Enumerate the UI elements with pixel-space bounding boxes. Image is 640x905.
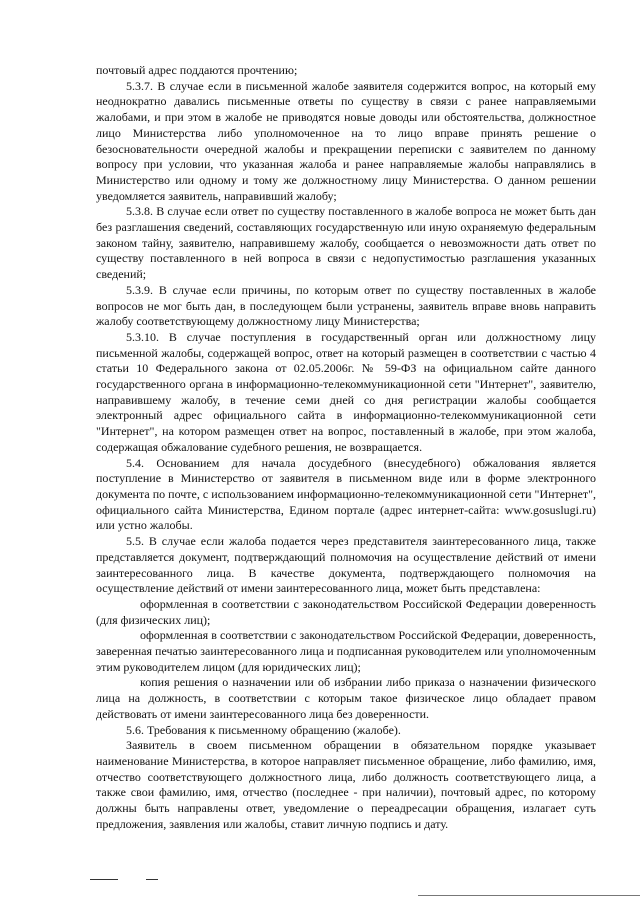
list-item-individuals: оформленная в соответствии с законодательством Российской Федерации доверенность (для физических лиц);	[96, 596, 596, 627]
paragraph-5-5: 5.5. В случае если жалоба подается через представителя заинтересованного лица, также представляется документ, подтверждающий полномочия на осуществление действий от имени заинтересованного лица. В качестве документа, подтверждающего полномочия на осуществление действий от имени заинтересованного лица, может быть представлена:	[96, 534, 596, 596]
paragraph-5-3-10: 5.3.10. В случае поступления в государственный орган или должностному лицу письменной жалобы, содержащей вопрос, ответ на который размещен в соответствии с частью 4 статьи 10 Федерального закона от 02.05.2006г. № 59-ФЗ на официальном сайте данного государственного органа в информационно-телекоммуникационной сети "Интернет", заявителю, направившему жалобу, в течение семи дней со дня регистрации жалобы сообщается электронный адрес официального сайта в информационно-телекоммуникационной сети "Интернет", на котором размещен ответ на вопрос, поставленный в жалобе, при этом жалоба, содержащая обжалование судебного решения, не возвращается.	[96, 329, 596, 454]
paragraph-5-6-body: Заявитель в своем письменном обращении в обязательном порядке указывает наименование Министерства, в которое направляет письменное обращение, либо фамилию, имя, отчество соответствующего должностного лица, либо должность соответствующего лица, а также свои фамилию, имя, отчество (последнее - при наличии), почтовый адрес, по которому должны быть направлены ответ, уведомление о переадресации обращения, излагает суть предложения, заявления или жалобы, ставит личную подпись и дату.	[96, 738, 596, 831]
footer-scan-line	[418, 895, 640, 896]
list-item-legal-entities: оформленная в соответствии с законодательством Российской Федерации, доверенность, заверенная печатью заинтересованного лица и подписанная руководителем или уполномоченным этим руководителем лицом (для юридических лиц);	[96, 628, 596, 674]
list-item-appointment-copy: копия решения о назначении или об избрании либо приказа о назначении физического лица на должность, в соответствии с которым такое физическое лицо обладает правом действовать от имени заинтересованного лица без доверенности.	[96, 675, 596, 721]
document-body	[96, 63, 596, 832]
paragraph-5-4: 5.4. Основанием для начала досудебного (внесудебного) обжалования является поступление в Министерство от заявителя в письменном виде или в форме электронного документа по почте, с использованием информационно-телекоммуникационной сети "Интернет", официального сайта Министерства, Едином портале (адрес интернет-сайта: www.gosuslugi.ru) или устно жалобы.	[96, 455, 596, 533]
footer-dash-left	[90, 879, 118, 880]
paragraph-5-3-8: 5.3.8. В случае если ответ по существу поставленного в жалобе вопроса не может быть дан без разглашения сведений, составляющих государственную или иную охраняемую федеральным законом тайну, заявителю, направившему жалобу, сообщается о невозможности дать ответ по существу поставленного в ней вопроса в связи с недопустимостью разглашения указанных сведений;	[96, 204, 596, 282]
paragraph-continuation: почтовый адрес поддаются прочтению;	[96, 63, 298, 77]
footer-dash-right	[146, 879, 158, 880]
paragraph-5-3-7: 5.3.7. В случае если в письменной жалобе заявителя содержится вопрос, на который ему неоднократно давались письменные ответы по существу в связи с ранее направляемыми жалобами, и при этом в жалобе не приводятся новые доводы или обстоятельства, должностное лицо Министерства либо уполномоченное на то лицо вправе принять решение о безосновательности очередной жалобы и прекращении переписки с заявителем по данному вопросу при условии, что указанная жалоба и ранее направляемые жалобы направлялись в Министерство или одному и тому же должностному лицу Министерства. О данном решении уведомляется заявитель, направивший жалобу;	[96, 78, 596, 203]
paragraph-5-3-9: 5.3.9. В случае если причины, по которым ответ по существу поставленных в жалобе вопросов не мог быть дан, в последующем были устранены, заявитель вправе вновь направить жалобу соответствующему должностному лицу Министерства;	[96, 282, 596, 329]
paragraph-5-6-heading: 5.6. Требования к письменному обращению (жалобе).	[126, 722, 401, 737]
